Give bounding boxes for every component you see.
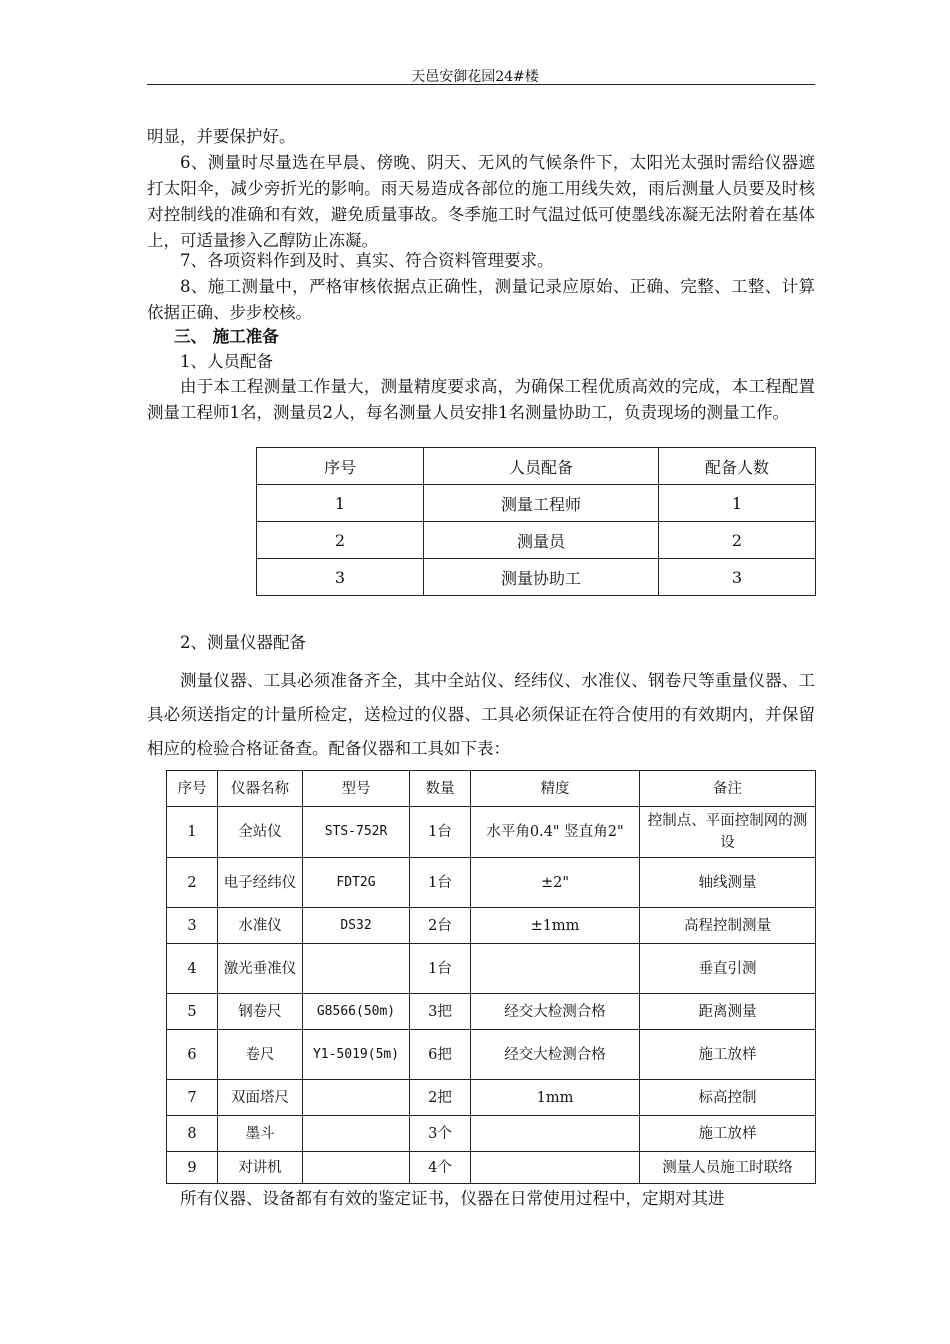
- table-cell: 6把: [410, 1030, 471, 1080]
- table-cell: 3把: [410, 994, 471, 1030]
- table-cell: 2把: [410, 1080, 471, 1116]
- table-header-cell: 序号: [257, 448, 424, 485]
- table-cell: 钢卷尺: [218, 994, 303, 1030]
- table-cell: Y1-5019(5m): [303, 1030, 410, 1080]
- table-cell: 3个: [410, 1116, 471, 1152]
- table-cell: 3: [167, 908, 218, 944]
- table-cell: FDT2G: [303, 858, 410, 908]
- table-cell: 1台: [410, 858, 471, 908]
- table-cell: 垂直引测: [640, 944, 816, 994]
- table-cell: [471, 1152, 640, 1184]
- table-cell: 墨斗: [218, 1116, 303, 1152]
- instrument-table: [166, 770, 816, 1184]
- table-cell: 2: [167, 858, 218, 908]
- table-cell: 3: [257, 559, 424, 596]
- table-cell: DS32: [303, 908, 410, 944]
- table-row: [167, 858, 816, 908]
- table-cell: 2: [257, 522, 424, 559]
- table-cell: [471, 944, 640, 994]
- table-cell: [303, 1116, 410, 1152]
- table-cell: 全站仪: [218, 807, 303, 858]
- table-cell: STS-752R: [303, 807, 410, 858]
- table-cell: 2: [659, 522, 816, 559]
- table-header-row: [167, 771, 816, 807]
- table-row: [167, 1030, 816, 1080]
- table-cell: 测量协助工: [424, 559, 659, 596]
- table-cell: 7: [167, 1080, 218, 1116]
- table-cell: 测量工程师: [424, 485, 659, 522]
- table-cell: 双面塔尺: [218, 1080, 303, 1116]
- table-header-cell: 型号: [303, 771, 410, 807]
- table-header-cell: 精度: [471, 771, 640, 807]
- paragraph-item-6: 6、测量时尽量选在早晨、傍晚、阴天、无风的气候条件下，太阳光太强时需给仪器遮打太阳伞，减少旁折光的影响。雨天易造成各部位的施工用线失效，雨后测量人员要及时核对控制线的准确和有效，避免质量事故。冬季施工时气温过低可使墨线冻凝无法附着在基体上，可适量掺入乙醇防止冻凝。: [147, 153, 815, 250]
- header-divider: [147, 84, 815, 85]
- subheading-instruments: 2、测量仪器配备: [180, 633, 306, 652]
- table-cell: 经交大检测合格: [471, 994, 640, 1030]
- table-row: [167, 1116, 816, 1152]
- table-cell: 1: [167, 807, 218, 858]
- table-cell: 1台: [410, 944, 471, 994]
- table-row: [167, 1080, 816, 1116]
- paragraph-instruments: 测量仪器、工具必须准备齐全，其中全站仪、经纬仪、水准仪、钢卷尺等重量仪器、工具必须送指定的计量所检定，送检过的仪器、工具必须保证在符合使用的有效期内，并保留相应的检验合格证备查。配备仪器和工具如下表：: [147, 671, 815, 758]
- table-header-cell: 人员配备: [424, 448, 659, 485]
- table-row: [167, 908, 816, 944]
- table-cell: 测量人员施工时联络: [640, 1152, 816, 1184]
- table-cell: 1mm: [471, 1080, 640, 1116]
- table-cell: G8566(50m): [303, 994, 410, 1030]
- table-cell: 3: [659, 559, 816, 596]
- table-cell: 9: [167, 1152, 218, 1184]
- table-cell: 水平角0.4" 竖直角2": [471, 807, 640, 858]
- staff-table: [256, 447, 816, 596]
- table-cell: 施工放样: [640, 1116, 816, 1152]
- section-heading-3: 三、 施工准备: [174, 327, 279, 346]
- table-row: [257, 485, 816, 522]
- table-row: [257, 522, 816, 559]
- paragraph-item-8: 8、施工测量中，严格审核依据点正确性，测量记录应原始、正确、完整、工整、计算依据正确、步步校核。: [147, 277, 815, 322]
- table-row: [167, 994, 816, 1030]
- table-header-cell: 仪器名称: [218, 771, 303, 807]
- table-row: [167, 944, 816, 994]
- table-cell: 控制点、平面控制网的测设: [640, 807, 816, 858]
- table-cell: 轴线测量: [640, 858, 816, 908]
- table-cell: 卷尺: [218, 1030, 303, 1080]
- table-header-cell: 配备人数: [659, 448, 816, 485]
- table-cell: 经交大检测合格: [471, 1030, 640, 1080]
- paragraph-certification: 所有仪器、设备都有有效的鉴定证书，仪器在日常使用过程中，定期对其进: [180, 1189, 725, 1208]
- paragraph-item-7: 7、各项资料作到及时、真实、符合资料管理要求。: [180, 251, 554, 270]
- table-cell: [303, 944, 410, 994]
- table-header-row: [257, 448, 816, 485]
- table-cell: [303, 1080, 410, 1116]
- subheading-staffing: 1、人员配备: [180, 352, 273, 371]
- table-cell: 距离测量: [640, 994, 816, 1030]
- table-header-cell: 数量: [410, 771, 471, 807]
- table-cell: [471, 1116, 640, 1152]
- table-cell: [303, 1152, 410, 1184]
- table-cell: 6: [167, 1030, 218, 1080]
- table-cell: 电子经纬仪: [218, 858, 303, 908]
- table-cell: 水准仪: [218, 908, 303, 944]
- table-cell: 5: [167, 994, 218, 1030]
- page-header-title: 天邑安御花园24#楼: [411, 69, 539, 85]
- table-row: [167, 807, 816, 858]
- table-cell: 对讲机: [218, 1152, 303, 1184]
- table-cell: ±2": [471, 858, 640, 908]
- table-cell: 施工放样: [640, 1030, 816, 1080]
- table-row: [257, 559, 816, 596]
- table-row: [167, 1152, 816, 1184]
- table-cell: 2台: [410, 908, 471, 944]
- table-cell: 1台: [410, 807, 471, 858]
- table-cell: 4: [167, 944, 218, 994]
- table-cell: 激光垂准仪: [218, 944, 303, 994]
- table-cell: 8: [167, 1116, 218, 1152]
- table-header-cell: 序号: [167, 771, 218, 807]
- paragraph-continuation: 明显，并要保护好。: [147, 127, 296, 146]
- table-cell: ±1mm: [471, 908, 640, 944]
- paragraph-staffing: 由于本工程测量工作量大，测量精度要求高，为确保工程优质高效的完成，本工程配置测量工程师1名，测量员2人，每名测量人员安排1名测量协助工，负责现场的测量工作。: [147, 377, 815, 422]
- table-cell: 1: [659, 485, 816, 522]
- table-cell: 4个: [410, 1152, 471, 1184]
- table-cell: 测量员: [424, 522, 659, 559]
- table-cell: 高程控制测量: [640, 908, 816, 944]
- table-header-cell: 备注: [640, 771, 816, 807]
- table-cell: 1: [257, 485, 424, 522]
- table-cell: 标高控制: [640, 1080, 816, 1116]
